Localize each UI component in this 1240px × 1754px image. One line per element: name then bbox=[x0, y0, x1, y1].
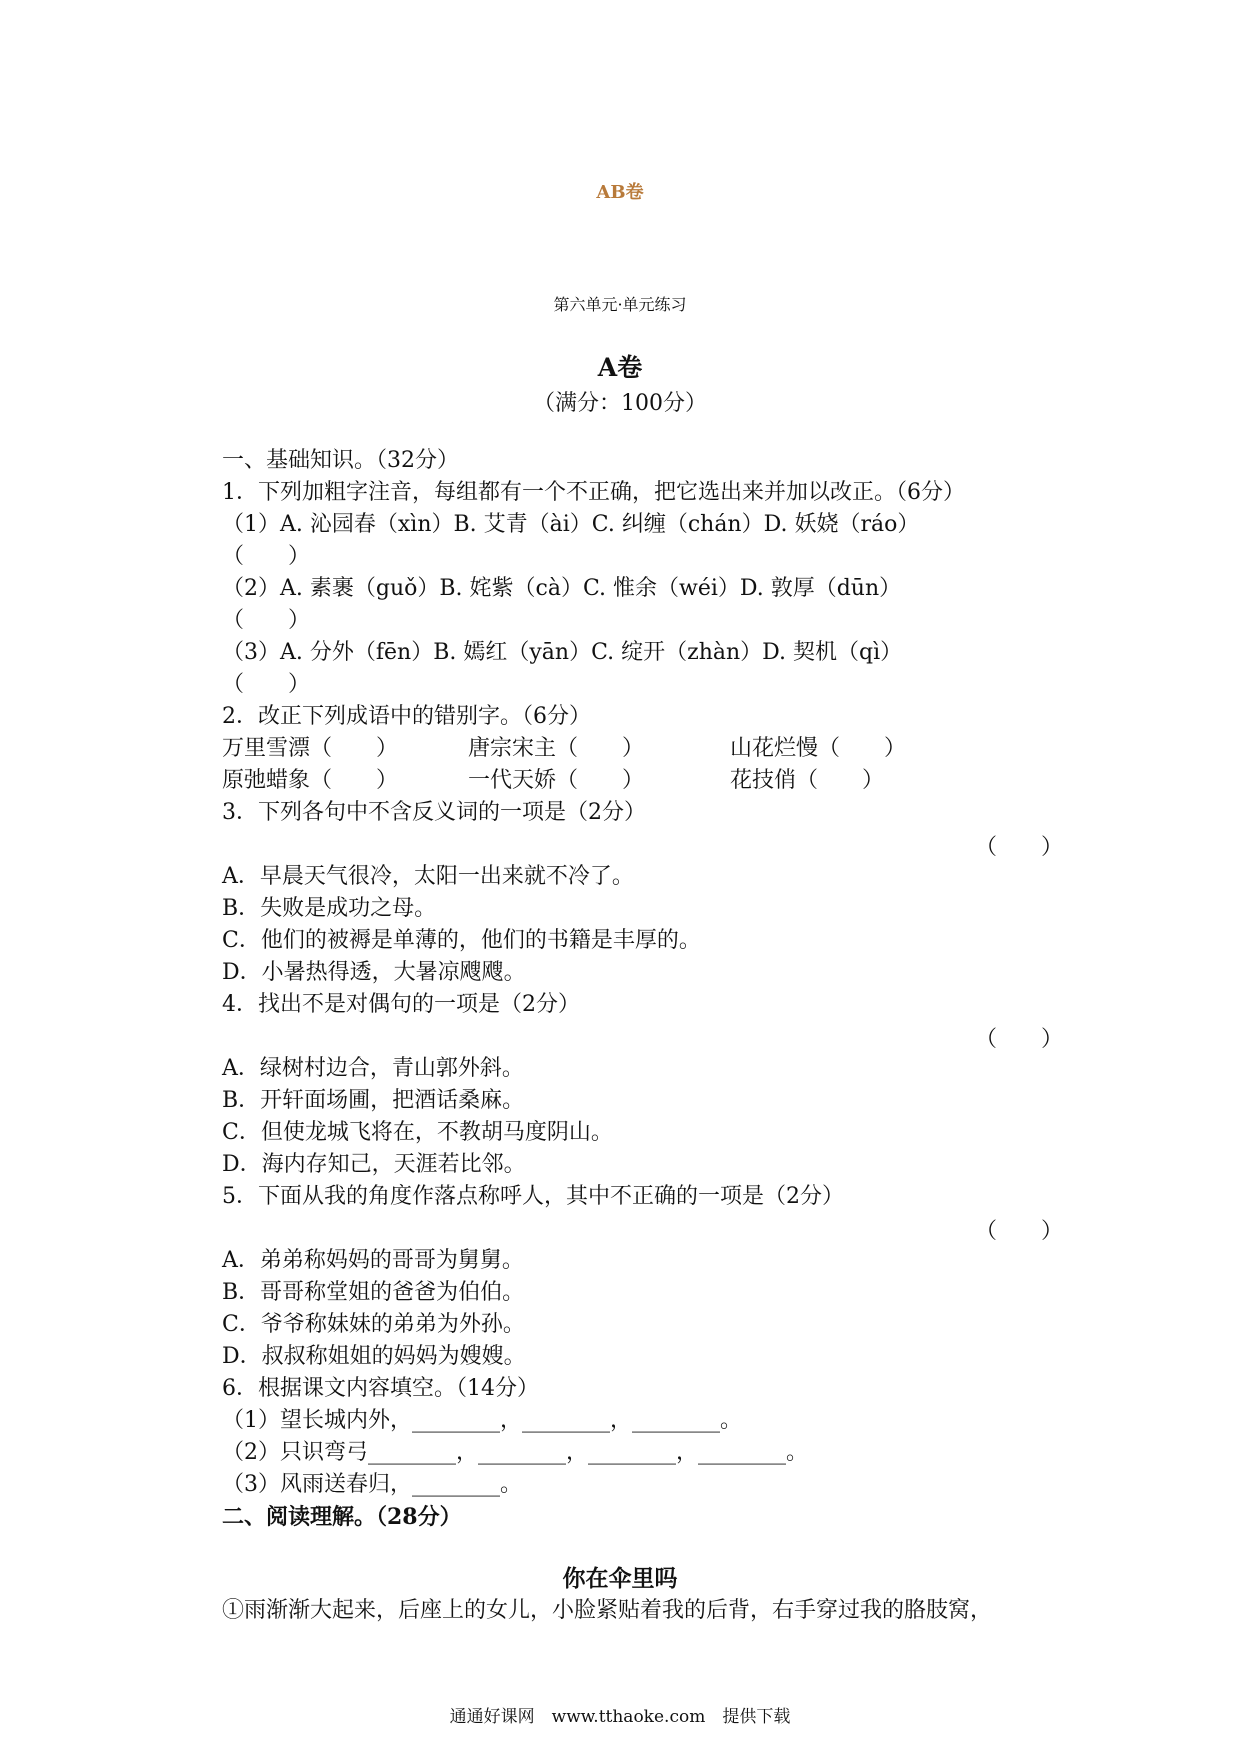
q6-item3[interactable]: （3）风雨送春归，________。 bbox=[222, 1472, 522, 1497]
q4-option-b: B．开轩面场圃，把酒话桑麻。 bbox=[222, 1088, 525, 1113]
q5-stem: 5．下面从我的角度作落点称呼人，其中不正确的一项是（2分） bbox=[222, 1184, 844, 1209]
header-banner: AB卷 bbox=[596, 182, 644, 203]
q5-option-a: A．弟弟称妈妈的哥哥为舅舅。 bbox=[222, 1248, 524, 1273]
passage-paragraph-1: ①雨渐渐大起来，后座上的女儿，小脸紧贴着我的后背，右手穿过我的胳肢窝， bbox=[222, 1598, 993, 1623]
full-score: （满分：100分） bbox=[533, 391, 707, 416]
q1-group3-answer[interactable]: （ ） bbox=[222, 672, 311, 697]
passage-title: 你在伞里吗 bbox=[562, 1565, 678, 1592]
q4-option-a: A．绿树村边合，青山郭外斜。 bbox=[222, 1056, 524, 1081]
q2-item: 花技俏（ ） bbox=[730, 768, 885, 793]
q5-option-d: D．叔叔称姐姐的妈妈为嫂嫂。 bbox=[222, 1344, 526, 1369]
q4-option-c: C．但使龙城飞将在，不教胡马度阴山。 bbox=[222, 1120, 613, 1145]
q2-item: 万里雪漂（ ） bbox=[222, 736, 399, 761]
q2-item: 山花烂慢（ ） bbox=[730, 736, 907, 761]
page-footer: 通通好课网 www.tthaoke.com 提供下载 bbox=[449, 1707, 791, 1727]
q6-item2[interactable]: （2）只识弯弓________，________，________，________。 bbox=[222, 1440, 808, 1465]
section2-heading: 二、阅读理解。（28分） bbox=[222, 1504, 462, 1530]
q1-group2: （2）A. 素裹（guǒ）B. 姹紫（cà）C. 惟余（wéi）D. 敦厚（dūn） bbox=[222, 576, 902, 601]
q6-stem: 6．根据课文内容填空。（14分） bbox=[222, 1376, 539, 1401]
q2-item: 原弛蜡象（ ） bbox=[222, 768, 399, 793]
volume-title: A卷 bbox=[597, 353, 643, 382]
q4-stem: 4．找出不是对偶句的一项是（2分） bbox=[222, 992, 580, 1017]
q5-answer[interactable]: （ ） bbox=[975, 1219, 1064, 1244]
q1-stem: 1．下列加粗字注音，每组都有一个不正确，把它选出来并加以改正。（6分） bbox=[222, 480, 965, 505]
unit-title: 第六单元·单元练习 bbox=[553, 295, 687, 314]
q1-group1-answer[interactable]: （ ） bbox=[222, 544, 311, 569]
q1-group3: （3）A. 分外（fēn）B. 嫣红（yān）C. 绽开（zhàn）D. 契机（qì） bbox=[222, 640, 903, 665]
q4-option-d: D．海内存知己，天涯若比邻。 bbox=[222, 1152, 526, 1177]
q2-stem: 2．改正下列成语中的错别字。（6分） bbox=[222, 704, 591, 729]
section1-heading: 一、基础知识。（32分） bbox=[222, 448, 459, 473]
q3-option-b: B．失败是成功之母。 bbox=[222, 896, 437, 921]
q2-item: 一代天娇（ ） bbox=[468, 768, 645, 793]
q6-item1[interactable]: （1）望长城内外，________，________，________。 bbox=[222, 1408, 742, 1433]
q5-option-c: C．爷爷称妹妹的弟弟为外孙。 bbox=[222, 1312, 525, 1337]
q2-item: 唐宗宋主（ ） bbox=[468, 736, 645, 761]
q5-option-b: B．哥哥称堂姐的爸爸为伯伯。 bbox=[222, 1280, 525, 1305]
q1-group2-answer[interactable]: （ ） bbox=[222, 608, 311, 633]
q3-option-a: A．早晨天气很冷，太阳一出来就不冷了。 bbox=[222, 864, 634, 889]
q1-group1: （1）A. 沁园春（xìn）B. 艾青（ài）C. 纠缠（chán）D. 妖娆（ráo） bbox=[222, 512, 920, 537]
q4-answer[interactable]: （ ） bbox=[975, 1027, 1064, 1052]
q3-answer[interactable]: （ ） bbox=[975, 835, 1064, 860]
q3-option-d: D．小暑热得透，大暑凉飕飕。 bbox=[222, 960, 526, 985]
q3-stem: 3．下列各句中不含反义词的一项是（2分） bbox=[222, 800, 646, 825]
q3-option-c: C．他们的被褥是单薄的，他们的书籍是丰厚的。 bbox=[222, 928, 701, 953]
